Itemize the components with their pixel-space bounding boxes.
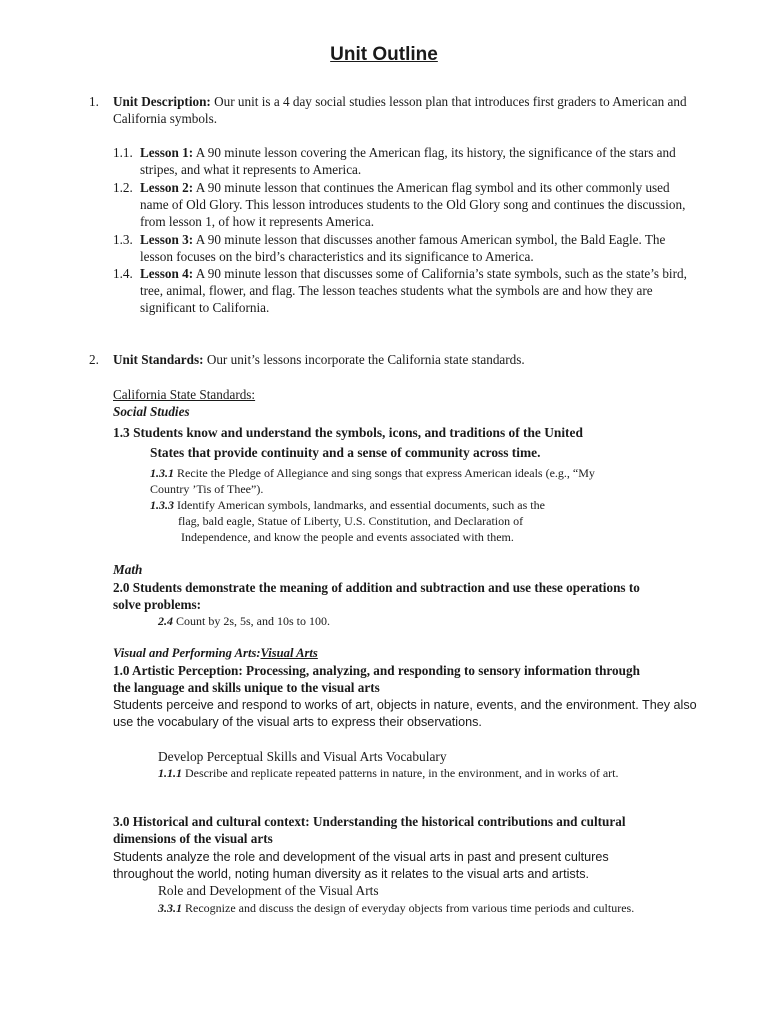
- social-standard-line2: States that provide continuity and a sense of community across time.: [150, 445, 541, 460]
- lesson-2: [140, 179, 688, 230]
- arts-heading-prefix: Visual and Performing Arts:: [113, 646, 261, 660]
- arts-item-3-number: 3.3.1: [158, 901, 182, 915]
- section-2-unit-standards: [113, 351, 688, 368]
- lesson-3-number: 1.3.: [113, 232, 133, 247]
- lesson-1-number: 1.1.: [113, 145, 133, 160]
- section-2-label: Unit Standards:: [113, 352, 204, 367]
- lesson-3-label: Lesson 3:: [140, 232, 194, 247]
- arts-standard-3-0: 3.0 Historical and cultural context: Understanding the historical contributions and cultural dimensions of the visual arts: [113, 814, 626, 846]
- arts-description-3: Students analyze the role and development of the visual arts in past and present cultures throughout the world, noting human diversity as it relates to the visual arts and artists.: [113, 850, 609, 881]
- arts-item-1-1-1: [158, 765, 698, 781]
- lesson-4: [140, 265, 688, 316]
- lesson-2-text: A 90 minute lesson that continues the American flag symbol and its other commonly used name of Old Glory. This lesson introduces students to the Old Glory song and continues the discussion, from lesson 1, of how it represents America.: [140, 180, 686, 229]
- social-item-1-3-1: [150, 465, 620, 497]
- math-item-number: 2.4: [158, 614, 173, 628]
- arts-heading-visual-arts: Visual Arts: [260, 646, 318, 660]
- lesson-4-label: Lesson 4:: [140, 266, 194, 281]
- arts-subheading-3: Role and Development of the Visual Arts: [158, 883, 379, 898]
- ca-standards-heading: California State Standards:: [113, 387, 256, 402]
- math-item-text: Count by 2s, 5s, and 10s to 100.: [173, 614, 331, 628]
- lesson-4-number: 1.4.: [113, 266, 133, 281]
- section-1-number: 1.: [89, 94, 99, 109]
- arts-standard-1-0: 1.0 Artistic Perception: Processing, analyzing, and responding to sensory information through the language and skills unique to the visual arts: [113, 663, 640, 695]
- lesson-4-text: A 90 minute lesson that discusses some of California’s state symbols, such as the state’s bird, tree, animal, flower, and flag. The lesson teaches students what the symbols are and how they are significant to California.: [140, 266, 687, 315]
- social-item-1-text: Recite the Pledge of Allegiance and sing songs that express American ideals (e.g., “My Country ’Tis of Thee”).: [150, 466, 595, 496]
- section-1-text: Our unit is a 4 day social studies lesson plan that introduces first graders to American and California symbols.: [113, 94, 687, 126]
- arts-item-1-number: 1.1.1: [158, 766, 182, 780]
- lesson-2-label: Lesson 2:: [140, 180, 194, 195]
- section-2-text: Our unit’s lessons incorporate the California state standards.: [203, 352, 525, 367]
- lesson-1-text: A 90 minute lesson covering the American flag, its history, the significance of the stars and stripes, and what it represents to America.: [140, 145, 676, 177]
- math-heading: Math: [113, 562, 143, 577]
- section-1-unit-description: [113, 93, 688, 127]
- lesson-3-text: A 90 minute lesson that discusses another famous American symbol, the Bald Eagle. The lesson focuses on the bird’s characteristics and its significance to America.: [140, 232, 666, 264]
- social-standard-number: 1.3: [113, 425, 130, 440]
- lesson-3: [140, 231, 688, 265]
- section-1-label: Unit Description:: [113, 94, 211, 109]
- social-item-1-number: 1.3.1: [150, 466, 174, 480]
- section-2-number: 2.: [89, 352, 99, 367]
- social-item-1-3-3: [150, 497, 630, 513]
- social-standard-1-3: [113, 423, 678, 443]
- arts-heading: [113, 645, 318, 662]
- arts-subheading-1: Develop Perceptual Skills and Visual Arts Vocabulary: [158, 749, 447, 764]
- social-item-2-line1: Identify American symbols, landmarks, and essential documents, such as the: [174, 498, 545, 512]
- social-item-2-line3: Independence, and know the people and events associated with them.: [178, 530, 514, 544]
- arts-item-3-3-1: [158, 900, 658, 916]
- lesson-1: [140, 144, 688, 178]
- math-standard-2-0: 2.0 Students demonstrate the meaning of addition and subtraction and use these operations to solve problems:: [113, 580, 640, 612]
- math-item-2-4: [158, 613, 608, 629]
- lesson-2-number: 1.2.: [113, 180, 133, 195]
- social-item-2-number: 1.3.3: [150, 498, 174, 512]
- arts-item-3-text: Recognize and discuss the design of everyday objects from various time periods and cultures.: [182, 901, 635, 915]
- lesson-1-label: Lesson 1:: [140, 145, 194, 160]
- arts-item-1-text: Describe and replicate repeated patterns in nature, in the environment, and in works of art.: [182, 766, 619, 780]
- arts-description-1: Students perceive and respond to works of art, objects in nature, events, and the environment. They also use the vocabulary of the visual arts to express their observations.: [113, 698, 697, 729]
- page-title: Unit Outline: [330, 44, 438, 65]
- social-standard-line1: Students know and understand the symbols, icons, and traditions of the United: [133, 425, 583, 440]
- social-item-2-line2: flag, bald eagle, Statue of Liberty, U.S. Constitution, and Declaration of: [178, 514, 524, 528]
- social-studies-heading: Social Studies: [113, 404, 190, 419]
